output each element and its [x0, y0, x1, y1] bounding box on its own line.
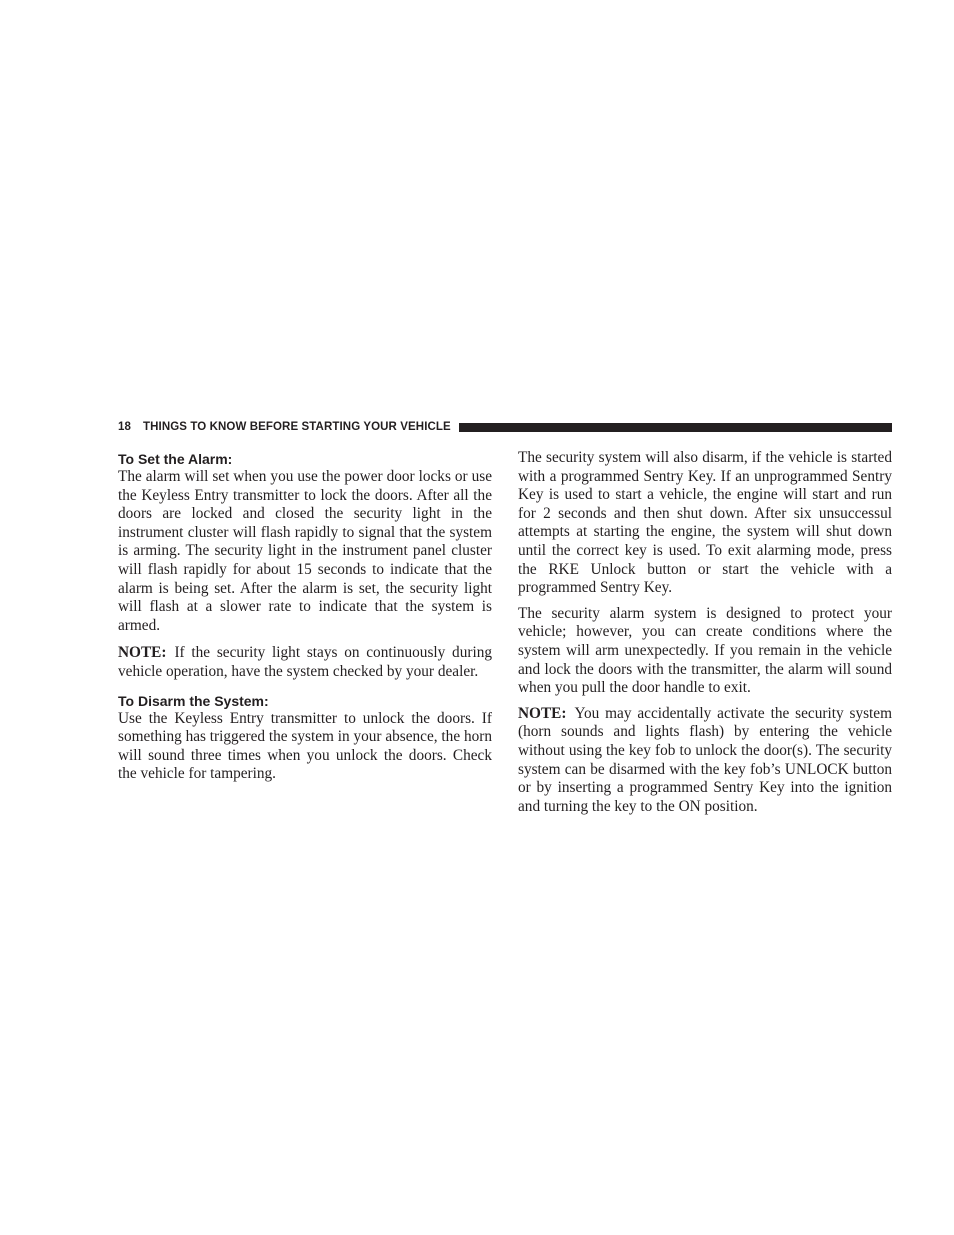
note-paragraph: [118, 644, 492, 681]
disarm-sentry-key-paragraph: The security system will also disarm, if the vehicle is started with a programmed Sentry Key. If an unprogrammed Sentry Key is used to start a vehicle, the engine will start and run for 2 seconds and then shut down. After six unsuccessul attempts at starting the engine, the system will shut down until the correct key is used. To exit alarming mode, press the RKE Unlock button or start the vehicle with a programmed Sentry Key.: [518, 449, 892, 597]
note-text: You may accidentally activate the security system (horn sounds and lights flash) by entering the vehicle without using the key fob to unlock the door(s). The security system can be disarmed with the key fob’s UNLOCK button or by inserting a programmed Sentry Key into the ignition and turning the key to the ON position.: [518, 704, 892, 815]
note-label: NOTE:: [518, 704, 567, 722]
note-paragraph-accidental: [518, 705, 892, 817]
left-column: [118, 450, 492, 793]
note-text: If the security light stays on continuously during vehicle operation, have the system checked by your dealer.: [118, 644, 492, 680]
page-header: [118, 419, 892, 435]
right-column: [518, 449, 892, 823]
page-number: 18: [118, 421, 131, 433]
section-title: THINGS TO KNOW BEFORE STARTING YOUR VEHICLE: [143, 421, 451, 433]
security-alarm-paragraph: The security alarm system is designed to protect your vehicle; however, you can create conditions where the system will arm unexpectedly. If you remain in the vehicle and lock the doors with the transmitter, the alarm will sound when you pull the door handle to exit.: [518, 604, 892, 697]
note-label: NOTE:: [118, 644, 167, 662]
set-alarm-heading: To Set the Alarm:: [118, 451, 233, 467]
set-alarm-paragraph: The alarm will set when you use the power door locks or use the Keyless Entry transmitter to lock the doors. After all the doors are locked and closed the security light in the instrument cluster will flash rapidly to signal that the system is arming. The security light in the instrument panel cluster will flash rapidly for about 15 seconds to indicate that the alarm is being set. After the alarm is set, the security light will flash at a slower rate to indicate that the system is armed.: [118, 468, 492, 634]
disarm-paragraph: Use the Keyless Entry transmitter to unlock the doors. If something has triggered the system in your absence, the horn will sound three times when you unlock the doors. Check the vehicle for tampering.: [118, 709, 492, 783]
disarm-heading: To Disarm the System:: [118, 692, 269, 709]
header-rule: [459, 423, 892, 432]
